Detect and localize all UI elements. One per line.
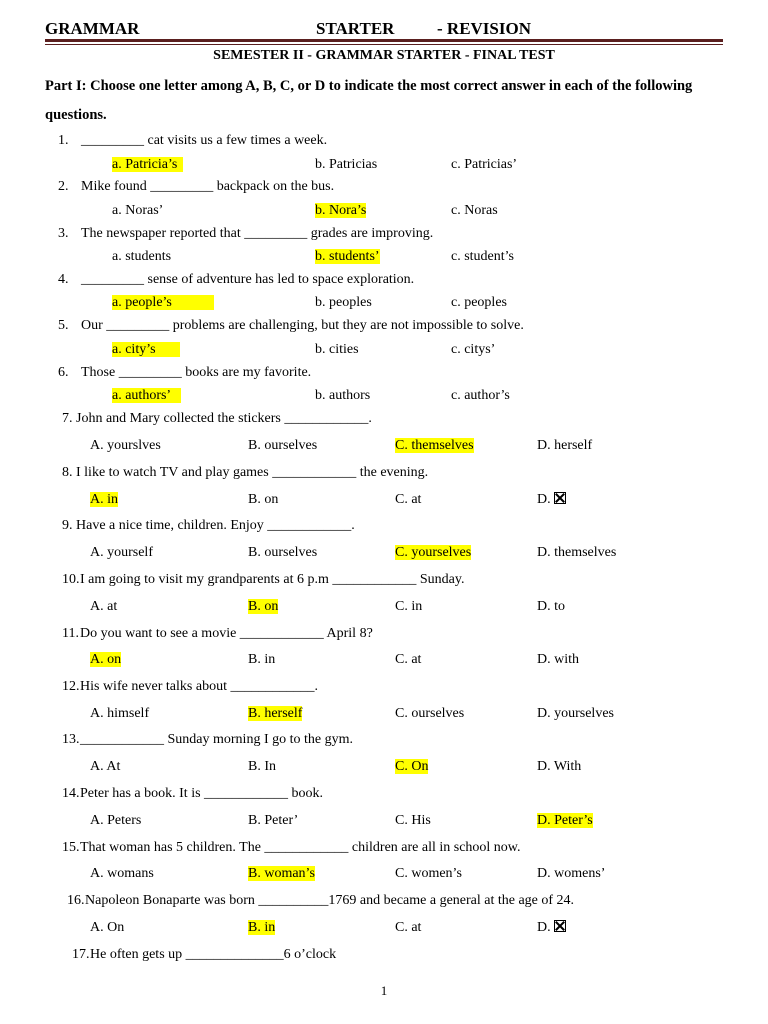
answer-option-label: A. yourslves bbox=[90, 438, 161, 453]
answer-option bbox=[112, 248, 171, 266]
crossed-box-icon bbox=[554, 920, 566, 932]
question-text: Do you want to see a movie ____________ April 8? bbox=[80, 626, 373, 641]
answer-option-label: D. yourselves bbox=[537, 706, 614, 721]
answer-option bbox=[90, 758, 120, 776]
question-number: 2. bbox=[58, 179, 69, 194]
question-text: Napoleon Bonaparte was born __________1769 and became a general at the age of 24. bbox=[85, 893, 575, 908]
question-text: ____________ Sunday morning I go to the gym. bbox=[80, 732, 353, 747]
answer-option-label: B. on bbox=[248, 599, 279, 614]
answer-option-label: c. citys’ bbox=[451, 342, 496, 357]
question-text: I like to watch TV and play games ____________ the evening. bbox=[76, 465, 429, 480]
answer-option-highlighted bbox=[248, 705, 302, 723]
answer-option-label: A. Peters bbox=[90, 813, 142, 828]
header-rule-thick bbox=[45, 39, 723, 42]
answer-option-highlighted bbox=[315, 248, 380, 266]
answer-option bbox=[395, 651, 421, 669]
answer-option-label: B. ourselves bbox=[248, 438, 318, 453]
answer-option bbox=[248, 437, 317, 455]
answer-option-label: B. herself bbox=[248, 706, 303, 721]
answer-option bbox=[315, 294, 372, 312]
answer-option-label: D. with bbox=[537, 652, 579, 667]
header-center: STARTER bbox=[316, 19, 395, 38]
question-number: 14. bbox=[62, 786, 80, 801]
answer-option bbox=[537, 919, 566, 937]
answer-option bbox=[395, 491, 421, 509]
answer-option-highlighted bbox=[395, 758, 428, 776]
answer-option bbox=[315, 387, 370, 405]
question-number: 10. bbox=[62, 572, 80, 587]
answer-option-label: b. authors bbox=[315, 388, 371, 403]
answer-option-label: D. Peter’s bbox=[537, 813, 593, 828]
answer-option-label: C. at bbox=[395, 652, 422, 667]
answer-option bbox=[451, 294, 507, 312]
answer-option bbox=[315, 156, 377, 174]
answer-option-label: D. to bbox=[537, 599, 565, 614]
answer-option-highlighted bbox=[112, 294, 214, 312]
answer-option-label: B. In bbox=[248, 759, 276, 774]
answer-option-label: C. His bbox=[395, 813, 431, 828]
question-number: 15. bbox=[62, 840, 80, 855]
question-number: 7. bbox=[62, 411, 73, 426]
answer-option-label: B. woman’s bbox=[248, 866, 315, 881]
answer-option-highlighted bbox=[537, 812, 593, 830]
answer-option-label: D. With bbox=[537, 759, 582, 774]
answer-option-label: b. Nora’s bbox=[315, 203, 367, 218]
answer-option-label: a. Patricia’s bbox=[112, 157, 183, 172]
answer-option-label: a. Noras’ bbox=[112, 203, 164, 218]
header-rule-thin bbox=[45, 44, 723, 45]
question-text: I am going to visit my grandparents at 6 p.m ____________ Sunday. bbox=[80, 572, 465, 587]
answer-option-highlighted bbox=[248, 598, 278, 616]
question-number: 11. bbox=[62, 626, 79, 641]
question-number: 12. bbox=[62, 679, 80, 694]
answer-option bbox=[248, 758, 276, 776]
answer-option bbox=[315, 341, 359, 359]
answer-option bbox=[248, 544, 317, 562]
answer-option-label: D. womens’ bbox=[537, 866, 606, 881]
answer-option-label: C. yourselves bbox=[395, 545, 472, 560]
question-text: Those _________ books are my favorite. bbox=[81, 365, 312, 380]
answer-option-label: B. in bbox=[248, 920, 276, 935]
question-text: _________ cat visits us a few times a week. bbox=[81, 133, 328, 148]
answer-option-label: C. ourselves bbox=[395, 706, 465, 721]
question-number: 5. bbox=[58, 318, 69, 333]
answer-option-label: B. on bbox=[248, 492, 279, 507]
question-number: 9. bbox=[62, 518, 73, 533]
answer-option-label: a. authors’ bbox=[112, 388, 181, 403]
answer-option bbox=[90, 437, 161, 455]
answer-option-label: A. On bbox=[90, 920, 125, 935]
header-left: GRAMMAR bbox=[45, 19, 140, 38]
answer-option-highlighted bbox=[395, 544, 471, 562]
answer-option-label: C. themselves bbox=[395, 438, 474, 453]
question-number: 16. bbox=[67, 893, 85, 908]
page-number: 1 bbox=[380, 983, 388, 998]
answer-option-label: D. bbox=[537, 492, 551, 507]
question-number: 3. bbox=[58, 226, 69, 241]
question-text: Our _________ problems are challenging, but they are not impossible to solve. bbox=[81, 318, 524, 333]
answer-option-label: a. students bbox=[112, 249, 172, 264]
part1-instruction: Part I: Choose one letter among A, B, C, or D to indicate the most correct answer in each of the following bbox=[45, 78, 693, 94]
answer-option-label: C. On bbox=[395, 759, 429, 774]
part1-instruction-cont: questions. bbox=[45, 107, 107, 123]
question-number: 4. bbox=[58, 272, 69, 287]
answer-option bbox=[248, 651, 275, 669]
answer-option bbox=[537, 491, 566, 509]
answer-option-label: A. in bbox=[90, 492, 118, 507]
answer-option-label: D. bbox=[537, 920, 551, 935]
answer-option-label: C. at bbox=[395, 920, 422, 935]
answer-option-label: c. peoples bbox=[451, 295, 507, 310]
answer-option-label: b. Patricias bbox=[315, 157, 378, 172]
answer-option-label: B. Peter’ bbox=[248, 813, 299, 828]
answer-option-label: A. At bbox=[90, 759, 121, 774]
answer-option-label: b. students’ bbox=[315, 249, 380, 264]
answer-option bbox=[90, 598, 117, 616]
answer-option bbox=[451, 248, 514, 266]
answer-option-label: D. herself bbox=[537, 438, 593, 453]
answer-option-label: A. womans bbox=[90, 866, 154, 881]
answer-option bbox=[112, 202, 163, 220]
answer-option bbox=[395, 598, 422, 616]
answer-option-label: A. at bbox=[90, 599, 118, 614]
answer-option bbox=[395, 812, 431, 830]
answer-option bbox=[537, 651, 579, 669]
answer-option-highlighted bbox=[112, 156, 183, 174]
question-text: John and Mary collected the stickers ____________. bbox=[76, 411, 372, 426]
answer-option bbox=[537, 544, 616, 562]
question-text: The newspaper reported that _________ grades are improving. bbox=[81, 226, 434, 241]
answer-option-label: c. student’s bbox=[451, 249, 514, 264]
answer-option bbox=[395, 919, 421, 937]
question-text: Have a nice time, children. Enjoy ____________. bbox=[76, 518, 355, 533]
question-text: His wife never talks about ____________. bbox=[80, 679, 318, 694]
answer-option-highlighted bbox=[112, 341, 180, 359]
question-number: 17. bbox=[72, 947, 90, 962]
question-text: That woman has 5 children. The ____________ children are all in school now. bbox=[80, 840, 521, 855]
answer-option-label: A. himself bbox=[90, 706, 150, 721]
answer-option bbox=[451, 341, 495, 359]
answer-option bbox=[537, 705, 614, 723]
answer-option-label: C. women’s bbox=[395, 866, 462, 881]
answer-option-label: c. Noras bbox=[451, 203, 498, 218]
answer-option bbox=[90, 812, 141, 830]
crossed-box-icon bbox=[554, 492, 566, 504]
answer-option-label: b. cities bbox=[315, 342, 359, 357]
answer-option-label: a. city’s bbox=[112, 342, 180, 357]
answer-option bbox=[451, 387, 510, 405]
answer-option-highlighted bbox=[315, 202, 366, 220]
answer-option bbox=[248, 491, 278, 509]
answer-option bbox=[537, 437, 592, 455]
answer-option-label: B. ourselves bbox=[248, 545, 318, 560]
question-number: 6. bbox=[58, 365, 69, 380]
header-right: - REVISION bbox=[437, 19, 531, 38]
answer-option-highlighted bbox=[90, 651, 121, 669]
answer-option bbox=[90, 544, 153, 562]
question-number: 13. bbox=[62, 732, 80, 747]
answer-option bbox=[537, 758, 581, 776]
answer-option-label: a. people’s bbox=[112, 295, 214, 310]
page-subtitle: SEMESTER II - GRAMMAR STARTER - FINAL TEST bbox=[213, 48, 555, 63]
answer-option bbox=[395, 865, 462, 883]
answer-option-label: B. in bbox=[248, 652, 276, 667]
answer-option bbox=[90, 705, 149, 723]
answer-option-label: c. author’s bbox=[451, 388, 510, 403]
answer-option-label: D. themselves bbox=[537, 545, 617, 560]
question-text: _________ sense of adventure has led to space exploration. bbox=[81, 272, 415, 287]
answer-option-label: C. in bbox=[395, 599, 423, 614]
question-text: Mike found _________ backpack on the bus. bbox=[81, 179, 335, 194]
answer-option bbox=[395, 705, 464, 723]
question-text: He often gets up ______________6 o’clock bbox=[90, 947, 337, 962]
answer-option bbox=[451, 202, 498, 220]
answer-option bbox=[248, 812, 298, 830]
answer-option bbox=[451, 156, 517, 174]
question-number: 1. bbox=[58, 133, 69, 148]
answer-option-highlighted bbox=[395, 437, 474, 455]
question-number: 8. bbox=[62, 465, 73, 480]
answer-option-label: C. at bbox=[395, 492, 422, 507]
answer-option bbox=[537, 865, 605, 883]
answer-option-highlighted bbox=[90, 491, 118, 509]
answer-option-highlighted bbox=[248, 919, 275, 937]
answer-option-highlighted bbox=[112, 387, 181, 405]
answer-option bbox=[537, 598, 565, 616]
question-text: Peter has a book. It is ____________ book. bbox=[80, 786, 324, 801]
answer-option bbox=[90, 919, 124, 937]
answer-option-label: c. Patricias’ bbox=[451, 157, 518, 172]
answer-option-label: b. peoples bbox=[315, 295, 372, 310]
answer-option-highlighted bbox=[248, 865, 315, 883]
answer-option-label: A. on bbox=[90, 652, 122, 667]
answer-option bbox=[90, 865, 154, 883]
answer-option-label: A. yourself bbox=[90, 545, 153, 560]
